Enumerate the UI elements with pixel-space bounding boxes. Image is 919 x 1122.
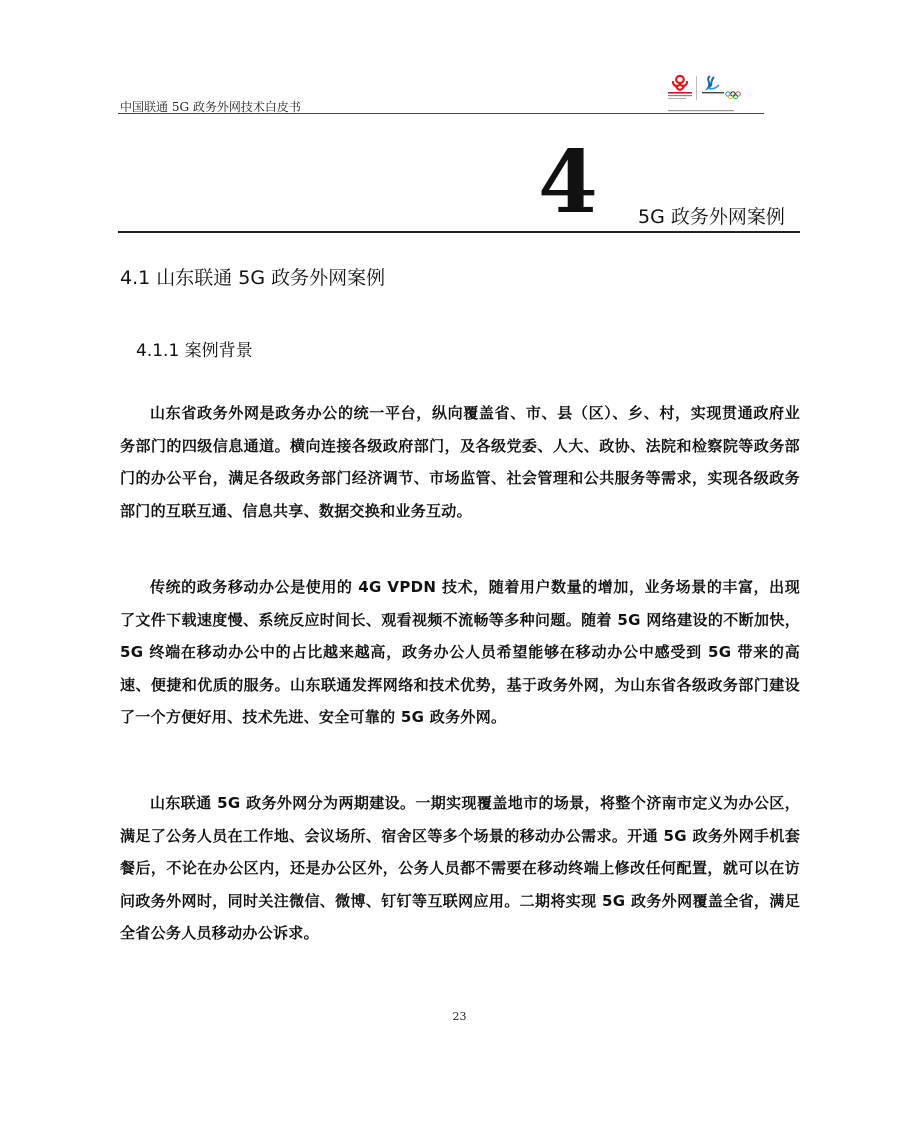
subsection-heading: 4.1.1 案例背景 (136, 341, 253, 361)
section-heading: 4.1 山东联通 5G 政务外网案例 (120, 267, 386, 289)
chapter-title: 5G 政务外网案例 (638, 206, 785, 228)
body-paragraph: 山东省政务外网是政务办公的统一平台，纵向覆盖省、市、县（区）、乡、村，实现贯通政府业务部门的四级信息通道。横向连接各级政府部门，及各级党委、人大、政协、法院和检察院等政务部门的办公平台，满足各级政务部门经济调节、市场监管、社会管理和公共服务等需求，实现各级政务部门的互联互通、信息共享、数据交换和业务互动。 (120, 404, 800, 520)
logo-graphic (664, 72, 742, 116)
chapter-divider (118, 231, 800, 233)
chapter-number: 4 (538, 132, 598, 233)
body-paragraph: 传统的政务移动办公是使用的 4G VPDN 技术，随着用户数量的增加，业务场景的丰富，出现了文件下载速度慢、系统反应时间长、观看视频不流畅等多种问题。随着 5G 网络建设的不断加快，5G 终端在移动办公中的占比越来越高，政务办公人员希望能够在移动办公中感受到 5G 带来的高速、便捷和优质的服务。山东联通发挥网络和技术优势，基于政务外网，为山东省各级政务部门建设了一个方便好用、技术先进、安全可靠的 5G 政务外网。 (120, 578, 800, 726)
body-paragraph: 山东联通 5G 政务外网分为两期建设。一期实现覆盖地市的场景，将整个济南市定义为办公区，满足了公务人员在工作地、会议场所、宿舍区等多个场景的移动办公需求。开通 5G 政务外网手机套餐后，不论在办公区内，还是办公区外，公务人员都不需要在移动终端上修改任何配置，就可以在访问政务外网时，同时关注微信、微博、钉钉等互联网应用。二期将实现 5G 政务外网覆盖全省，满足全省公务人员移动办公诉求。 (120, 794, 800, 942)
header-title: 中国联通 5G 政务外网技术白皮书 (120, 100, 301, 114)
page-number: 23 (452, 1010, 467, 1023)
china-unicom-beijing-2022-logo-icon (664, 72, 742, 116)
